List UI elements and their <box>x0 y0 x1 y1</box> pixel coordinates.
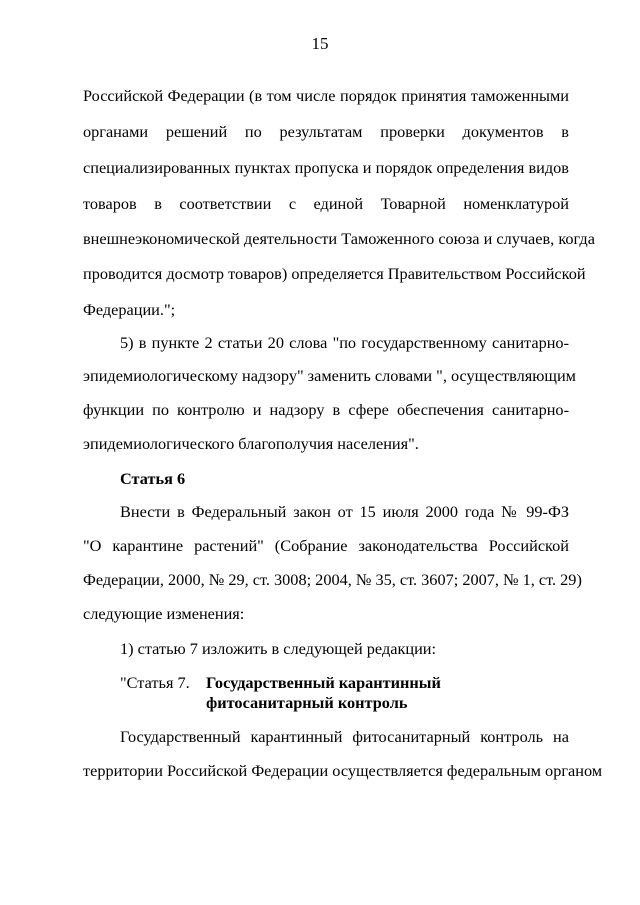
text-line: территории Российской Федерации осуществляется федеральным органом <box>83 761 603 780</box>
text-line: специализированных пунктах пропуска и порядок определения видов <box>83 158 569 177</box>
text-line: Федерации, 2000, № 29, ст. 3008; 2004, № 35, ст. 3607; 2007, № 1, ст. 29) <box>83 570 582 589</box>
page-number: 15 <box>311 34 329 53</box>
text-line: 1) статью 7 изложить в следующей редакции: <box>120 639 437 658</box>
text-line: функции по контролю и надзору в сфере обеспечения санитарно- <box>83 400 569 419</box>
text-line: товаров в соответствии с единой Товарной номенклатурой <box>83 194 569 213</box>
article-6-heading: Статья 6 <box>120 469 186 488</box>
article-7-title: Государственный карантинный фитосанитарный контроль <box>206 673 441 712</box>
text-line: органами решений по результатам проверки документов в <box>83 122 569 141</box>
text-line: следующие изменения: <box>83 604 245 623</box>
text-line: Внести в Федеральный закон от 15 июля 2000 года № 99-ФЗ <box>120 502 569 521</box>
text-line: проводится досмотр товаров) определяется Правительством Российской <box>83 264 586 283</box>
text-line: "О карантине растений" (Собрание законодательства Российской <box>83 536 569 555</box>
text-line: 5) в пункте 2 статьи 20 слова "по государственному санитарно- <box>120 333 569 352</box>
text-line: эпидемиологического благополучия населения". <box>83 434 419 453</box>
text-line: Федерации."; <box>83 300 176 319</box>
article-7-label: "Статья 7. <box>120 673 190 692</box>
text-line: Государственный карантинный фитосанитарный контроль на <box>120 727 569 746</box>
text-line: внешнеэкономической деятельности Таможенного союза и случаев, когда <box>83 229 595 248</box>
text-line: эпидемиологическому надзору" заменить словами ", осуществляющим <box>83 366 576 385</box>
text-line: Российской Федерации (в том числе порядок принятия таможенными <box>83 86 569 105</box>
